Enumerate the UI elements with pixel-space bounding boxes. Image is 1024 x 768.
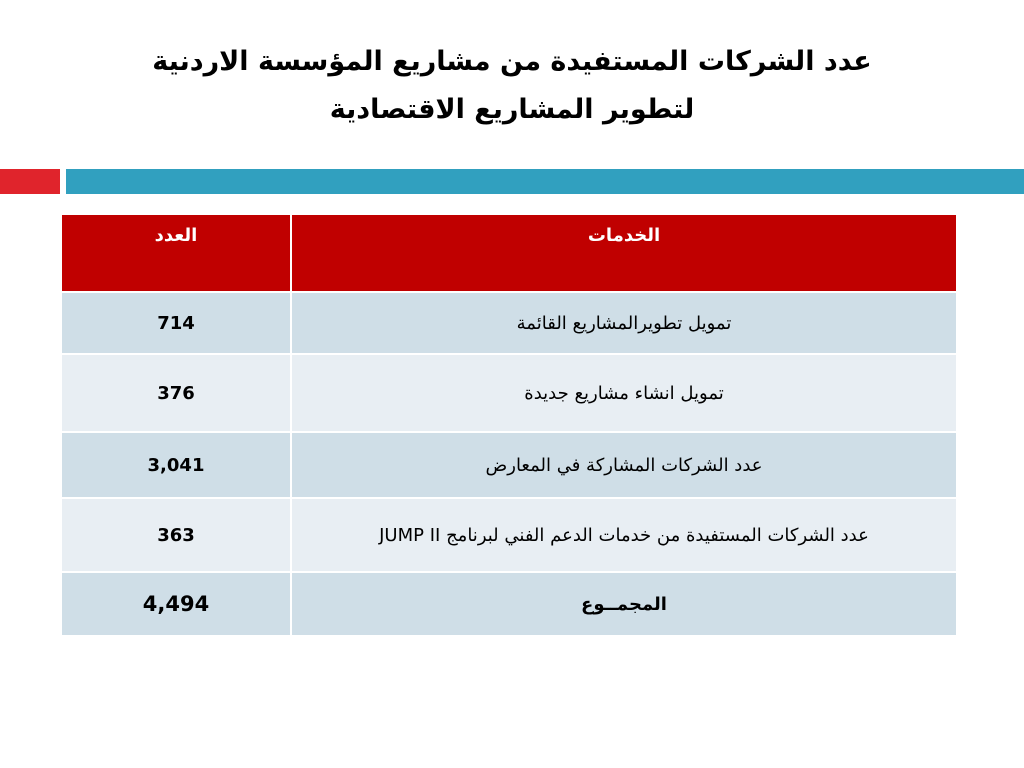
table-row bbox=[61, 498, 957, 572]
total-row bbox=[61, 572, 957, 636]
slide-title bbox=[40, 38, 984, 134]
accent-bar-red bbox=[0, 169, 60, 194]
service-cell: تمويل تطويرالمشاريع القائمة bbox=[291, 292, 957, 354]
count-cell: 714 bbox=[61, 292, 291, 354]
services-table bbox=[60, 213, 958, 637]
table-row bbox=[61, 354, 957, 432]
table-row bbox=[61, 292, 957, 354]
count-cell: 3,041 bbox=[61, 432, 291, 498]
total-count-cell: 4,494 bbox=[61, 572, 291, 636]
table-row bbox=[61, 432, 957, 498]
service-cell: عدد الشركات المستفيدة من خدمات الدعم الفني لبرنامج JUMP II bbox=[291, 498, 957, 572]
count-cell: 376 bbox=[61, 354, 291, 432]
accent-bar-blue bbox=[66, 169, 1024, 194]
table-header-row bbox=[61, 214, 957, 292]
service-cell: تمويل انشاء مشاريع جديدة bbox=[291, 354, 957, 432]
count-cell: 363 bbox=[61, 498, 291, 572]
title-line-1: عدد الشركات المستفيدة من مشاريع المؤسسة الاردنية bbox=[152, 46, 872, 77]
total-label-cell: المجمــوع bbox=[291, 572, 957, 636]
service-cell: عدد الشركات المشاركة في المعارض bbox=[291, 432, 957, 498]
header-service: الخدمات bbox=[291, 214, 957, 292]
title-line-2: لتطوير المشاريع الاقتصادية bbox=[329, 94, 695, 125]
header-count: العدد bbox=[61, 214, 291, 292]
